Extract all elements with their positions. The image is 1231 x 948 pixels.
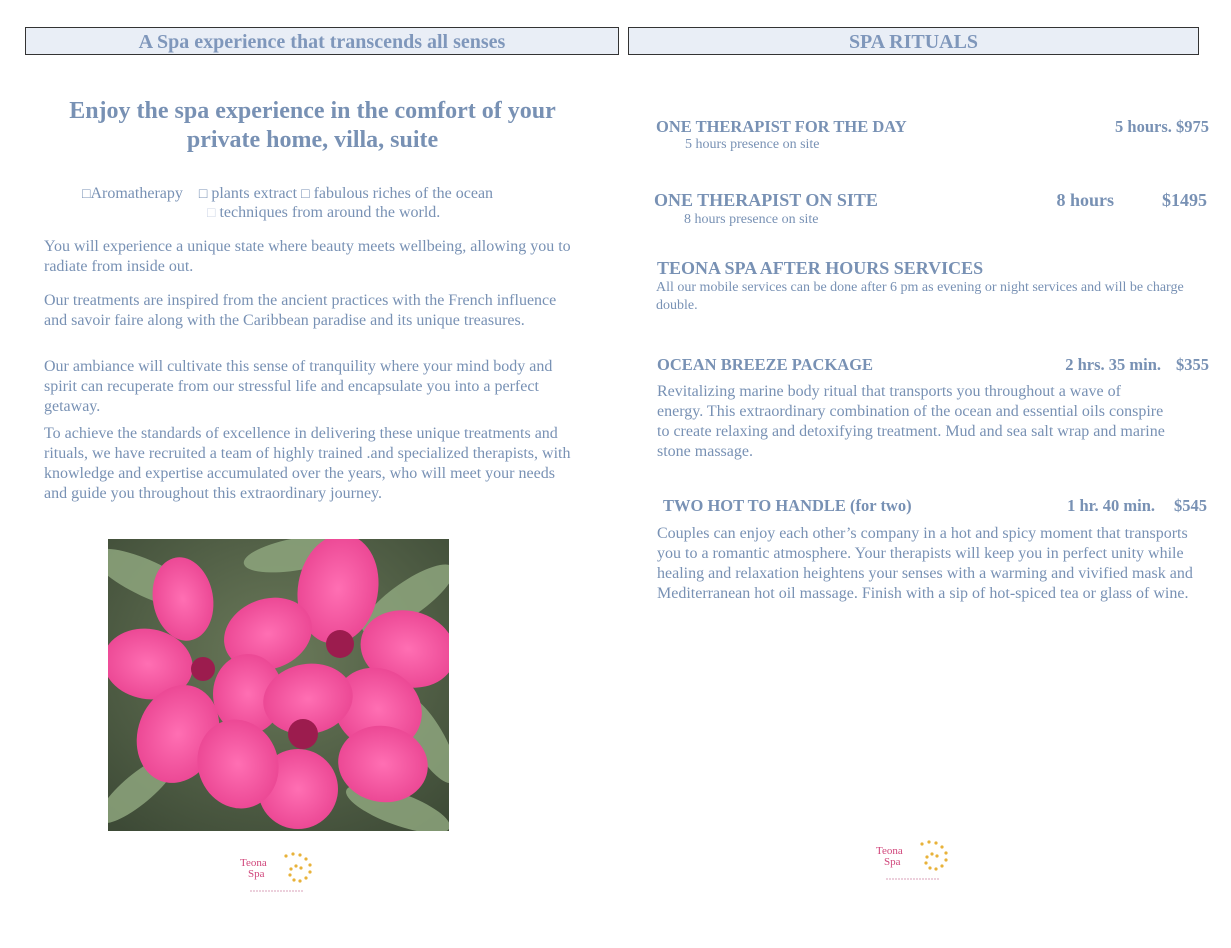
ritual-subtitle: 5 hours presence on site [685, 137, 820, 152]
pink-flower-photo [108, 539, 449, 831]
ritual-title: ONE THERAPIST FOR THE DAY [656, 117, 907, 136]
ritual-duration: 2 hrs. 35 min. [1065, 355, 1161, 374]
ritual-price: $1495 [1162, 190, 1207, 210]
logo-text-line2: Spa [248, 868, 265, 880]
ritual-description: Revitalizing marine body ritual that transports you throughout a wave of energy. This extraordinary combination of the ocean and essential oils conspire to create relaxing and detoxifying treatment. Mud and sea salt wrap and marine stone massage. [657, 383, 1165, 460]
feature-techniques: techniques from around the world. [219, 204, 441, 221]
intro-paragraph-3: Our ambiance will cultivate this sense of tranquility where your mind body and spirit can recuperate from our stressful life and encapsulate you into a perfect getaway. [44, 358, 553, 415]
ritual-description: All our mobile services can be done after 6 pm as evening or night services and will be charge double. [656, 280, 1184, 313]
logo-text-line1: Teona [240, 857, 267, 869]
intro-paragraph-1: You will experience a unique state where beauty meets wellbeing, allowing you to radiate from inside out. [44, 238, 571, 275]
ritual-duration-price: 5 hours. $975 [1115, 117, 1209, 136]
feature-aromatherapy: Aromatherapy [90, 185, 183, 202]
features-line-2 [207, 203, 440, 223]
left-header: A Spa experience that transcends all senses [25, 27, 619, 55]
ritual-price: $545 [1174, 496, 1207, 515]
ritual-title: TWO HOT TO HANDLE (for two) [663, 496, 912, 515]
logo-swirl-icon [874, 836, 964, 886]
intro-paragraph-2: Our treatments are inspired from the ancient practices with the French influence and savoir faire along with the Caribbean paradise and its unique treasures. [44, 292, 557, 329]
checkbox-icon: □ [301, 187, 310, 202]
checkbox-icon: □ [207, 206, 216, 221]
right-header: SPA RITUALS [628, 27, 1199, 55]
logo-text-line1: Teona [876, 845, 903, 857]
ritual-duration: 8 hours [1056, 190, 1114, 210]
headline-line-1: Enjoy the spa experience in the comfort of your [69, 98, 556, 124]
intro-paragraph-4: To achieve the standards of excellence in delivering these unique treatments and rituals, we have recruited a team of highly trained .and specialized therapists, with knowledge and expertise accumulated over the years, who will meet your needs and guide you throughout this extraordinary journey. [44, 425, 571, 502]
ritual-price: $355 [1176, 355, 1209, 374]
logo-text-line2: Spa [884, 856, 901, 868]
ritual-title: ONE THERAPIST ON SITE [654, 190, 878, 210]
ritual-title: TEONA SPA AFTER HOURS SERVICES [657, 258, 984, 278]
feature-ocean: fabulous riches of the ocean [313, 185, 494, 202]
headline-line-2: private home, villa, suite [186, 127, 439, 153]
feature-plants: plants extract [211, 185, 298, 202]
logo-swirl-icon [238, 848, 328, 898]
checkbox-icon: □ [198, 187, 208, 202]
features-line-1 [82, 184, 493, 204]
teona-spa-logo [874, 836, 964, 886]
ritual-subtitle: 8 hours presence on site [684, 212, 819, 227]
checkbox-icon: □ [82, 187, 91, 202]
ritual-duration: 1 hr. 40 min. [1067, 496, 1155, 515]
ritual-description: Couples can enjoy each other’s company in a hot and spicy moment that transports you to a romantic atmosphere. Your therapists will keep you in perfect unity while healing and relaxation heightens your senses with a warming and vivified mask and Mediterranean hot oil massage. Finish with a sip of hot-spiced tea or glass of wine. [657, 525, 1193, 602]
ritual-title: OCEAN BREEZE PACKAGE [657, 355, 874, 374]
teona-spa-logo [238, 848, 328, 898]
